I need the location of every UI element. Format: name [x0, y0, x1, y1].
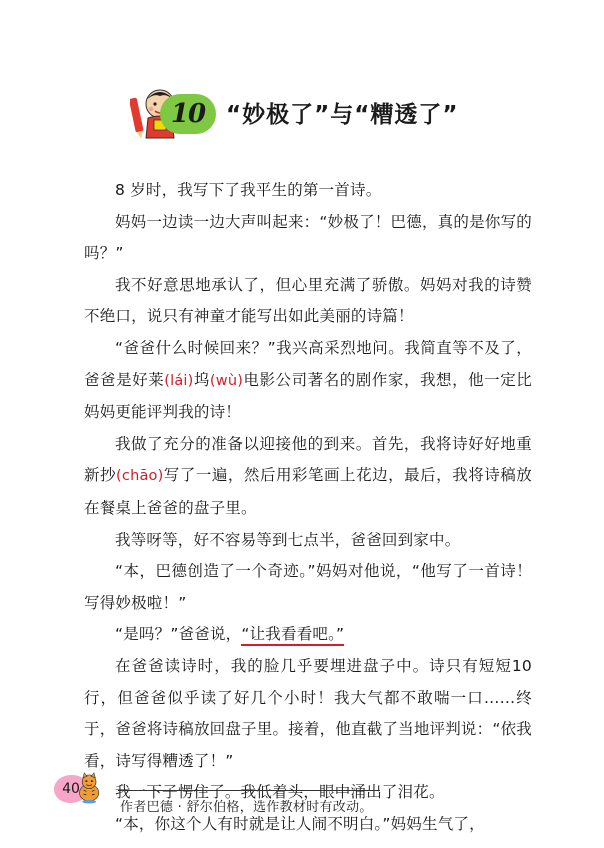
paragraph-5-text-a: 我做了充分的准备以迎接他的到来。首先，我将诗好好地重新抄 [84, 434, 532, 485]
lesson-number: 10 [170, 99, 206, 129]
pinyin-chao: (chāo) [116, 468, 164, 485]
lesson-body [84, 175, 532, 840]
page-number: 40 [62, 781, 80, 797]
lesson-title: “妙极了”与“糟透了” [226, 102, 459, 128]
paragraph-3: 我不好意思地承认了，但心里充满了骄傲。妈妈对我的诗赞不绝口，说只有神童才能写出如此美丽的诗篇！ [84, 275, 532, 326]
paragraph-4 [84, 333, 532, 429]
paragraph-11: “本，你这个人有时就是让人闹不明白。”妈妈生气了， [115, 814, 485, 833]
paragraph-1: 8 岁时，我写下了我平生的第一首诗。 [115, 181, 382, 199]
pinyin-lai: (lái) [164, 372, 194, 389]
paragraph-8 [84, 619, 532, 651]
paragraph-8-text-a: “是吗？”爸爸说， [115, 625, 242, 644]
paragraph-6: 我等呀等，好不容易等到七点半，爸爸回到家中。 [115, 530, 461, 549]
lesson-header [130, 84, 510, 140]
pinyin-wu: (wù) [209, 372, 244, 389]
footnote-divider [118, 790, 380, 791]
paragraph-4-text-c: 电影公司著名的剧作家，我想，他一定比妈妈更能评判我的诗！ [84, 370, 532, 422]
footnote: 作者巴德 · 舒尔伯格，选作教材时有改动。 [120, 800, 373, 815]
underlined-quote: “让我看看吧。” [241, 625, 344, 646]
paragraph-7: “本，巴德创造了一个奇迹。”妈妈对他说，“他写了一首诗！写得妙极啦！” [84, 562, 532, 612]
paragraph-2: 妈妈一边读一边大声叫起来：“妙极了！巴德，真的是你写的吗？” [84, 212, 532, 263]
paragraph-10: 我一下子愣住了。我低着头，眼中涌出了泪花。 [115, 783, 445, 802]
paragraph-5-text-b: 写了一遍，然后用彩笔画上花边，最后，我将诗稿放在餐桌上爸爸的盘子里。 [84, 466, 532, 517]
tiger-mascot-icon [74, 765, 118, 811]
lesson-number-badge [160, 94, 216, 134]
paragraph-4-text-b: 坞 [193, 370, 210, 389]
paragraph-4-text-a: “爸爸什么时候回来？”我兴高采烈地问。我简直等不及了，爸爸是好莱 [84, 338, 532, 389]
paragraph-5 [84, 429, 532, 525]
paragraph-9: 在爸爸读诗时，我的脸几乎要埋进盘子中。诗只有短短10 行，但爸爸似乎读了好几个小时！我大气都不敢喘一口……终于，爸爸将诗稿放回盘子里。接着，他直截了当地评判说：“依我看，诗写得糟透了！” [84, 656, 532, 770]
